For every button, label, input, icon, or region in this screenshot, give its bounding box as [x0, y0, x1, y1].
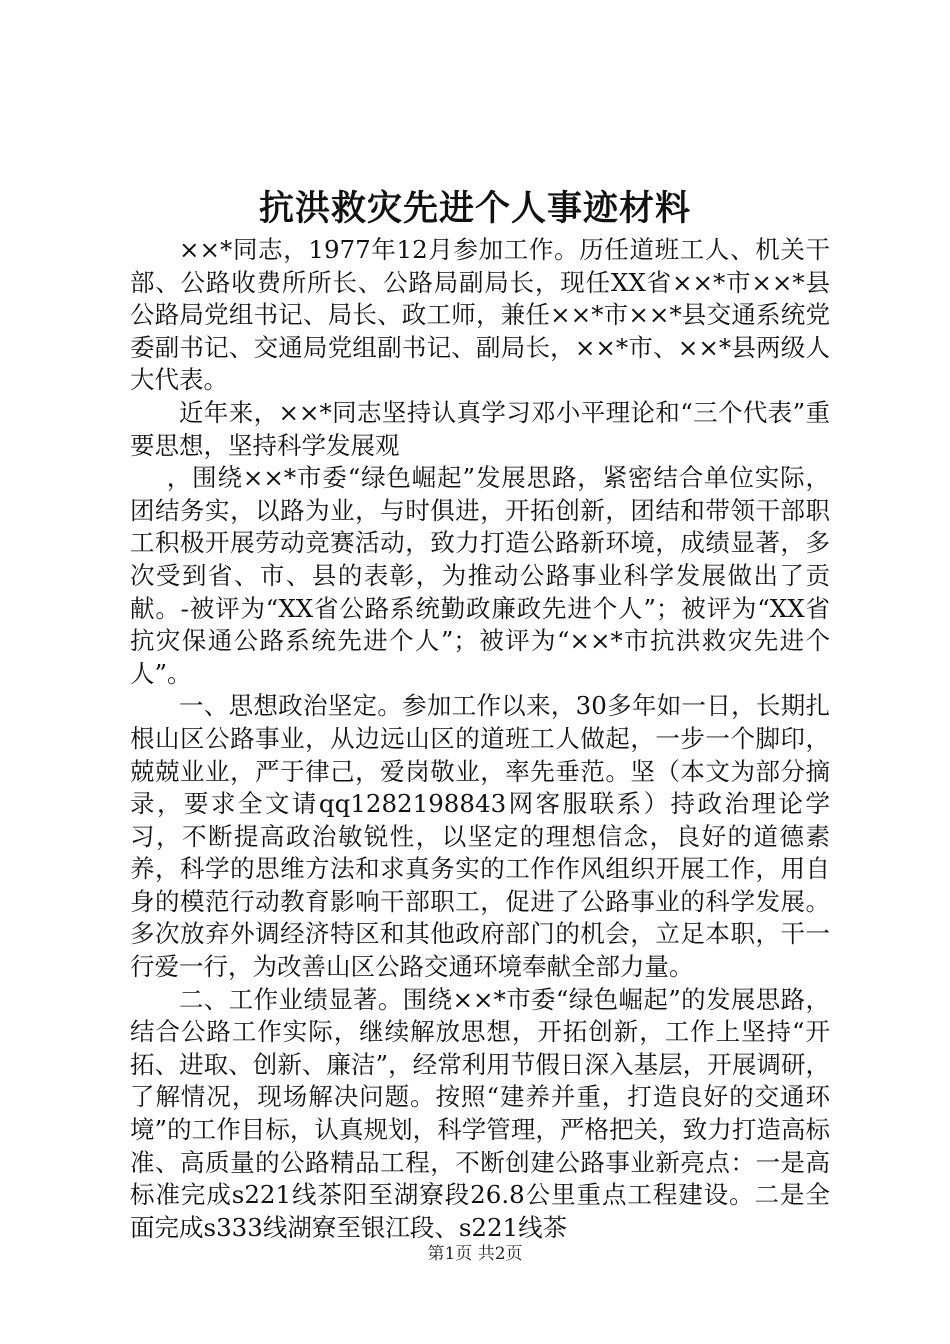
- paragraph-achievements: ，围绕××*市委“绿色崛起”发展思路，紧密结合单位实际，团结务实，以路为业，与时俱进，开拓创新，团结和带领干部职工积极开展劳动竞赛活动，致力打造公路新环境，成绩显著，多次受到省、市、县的表彰，为推动公路事业科学发展做出了贡献。-被评为“XX省公路系统勤政廉政先进个人”；被评为“XX省抗灾保通公路系统先进个人”；被评为“××*市抗洪救灾先进个人”。: [130, 463, 830, 688]
- paragraph-recent-years: 近年来，××*同志坚持认真学习邓小平理论和“三个代表”重要思想，坚持科学发展观: [130, 397, 830, 460]
- paragraph-intro: ××*同志，1977年12月参加工作。历任道班工人、机关干部、公路收费所所长、公路局副局长，现任XX省××*市××*县公路局党组书记、局长、政工师，兼任××*市××*县交通系统党委副书记、交通局党组副书记、副局长，××*市、××*县两级人大代表。: [130, 235, 830, 395]
- paragraph-work-performance: 二、工作业绩显著。围绕××*市委“绿色崛起”的发展思路，结合公路工作实际，继续解放思想，开拓创新，工作上坚持“开拓、进取、创新、廉洁”，经常利用节假日深入基层，开展调研，了解情况，现场解决问题。按照“建养并重，打造良好的交通环境”的工作目标，认真规划，科学管理，严格把关，致力打造高标准、高质量的公路精品工程，不断创建公路事业新亮点：一是高标准完成s221线茶阳至湖寮段26.8公里重点工程建设。二是全面完成s333线湖寮至银江段、s221线茶: [130, 984, 830, 1242]
- page-number-footer: 第1页 共2页: [427, 1244, 523, 1264]
- document-body: [130, 234, 830, 1244]
- document-title: 抗洪救灾先进个人事迹材料: [258, 188, 691, 229]
- paragraph-political: 一、思想政治坚定。参加工作以来，30多年如一日，长期扎根山区公路事业，从边远山区的道班工人做起，一步一个脚印，兢兢业业，严于律己，爱岗敬业，率先垂范。坚（本文为部分摘录，要求全文请qq1282198843网客服联系）持政治理论学习，不断提高政治敏锐性，以坚定的理想信念，良好的道德素养，科学的思维方法和求真务实的工作作风组织开展工作，用自身的模范行动教育影响干部职工，促进了公路事业的科学发展。多次放弃外调经济特区和其他政府部门的机会，立足本职，干一行爱一行，为改善山区公路交通环境奉献全部力量。: [130, 691, 830, 982]
